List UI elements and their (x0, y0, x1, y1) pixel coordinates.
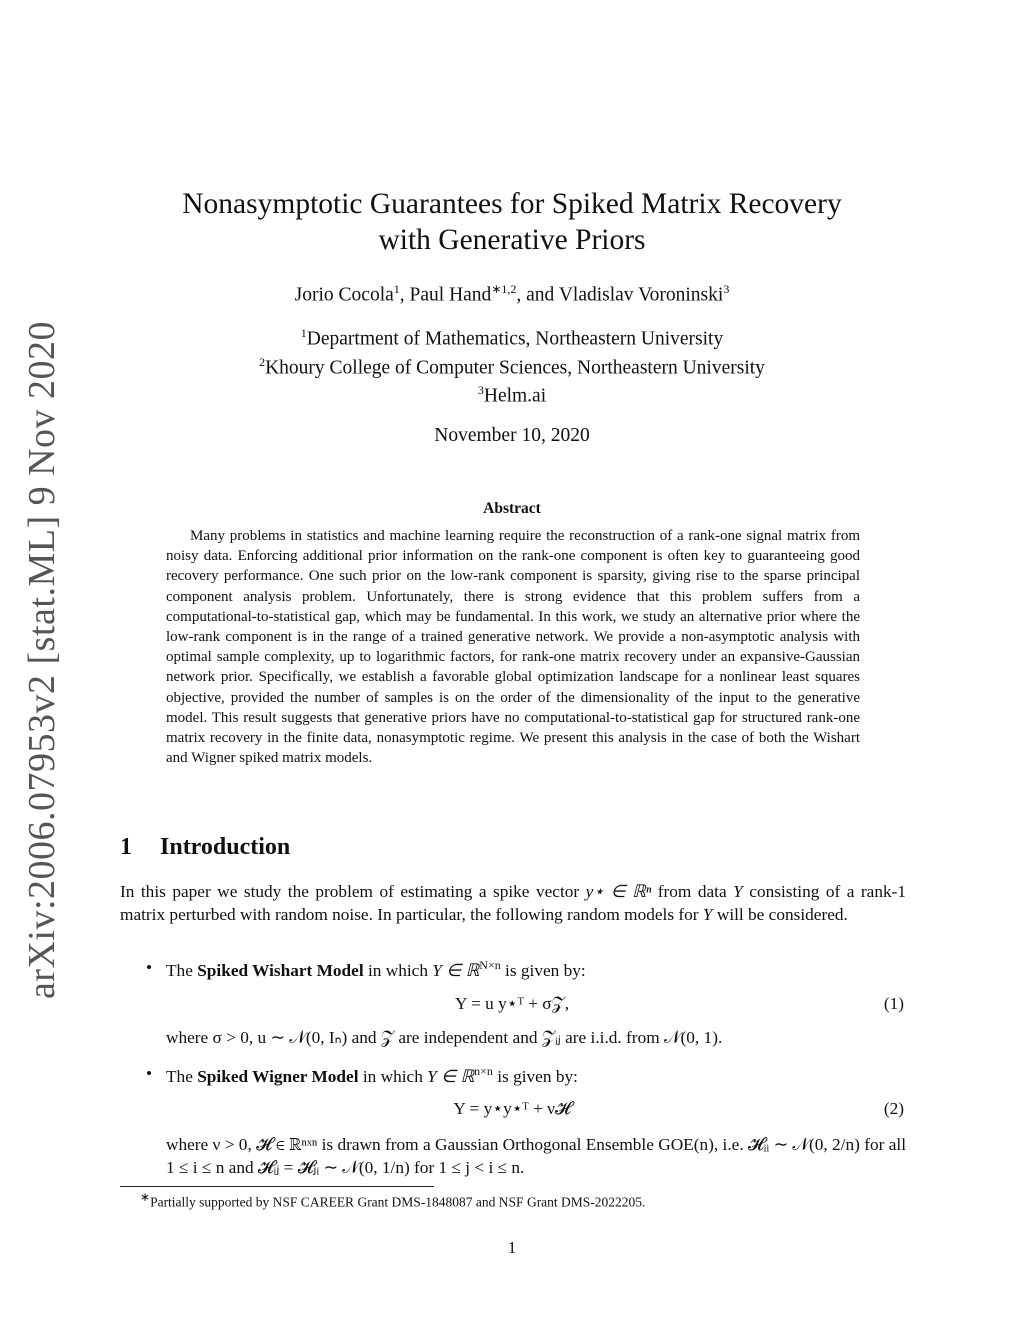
section-heading (120, 834, 290, 861)
bullet-icon: • (146, 1064, 153, 1083)
author-sup: 3 (723, 282, 730, 296)
author-sup: 1 (393, 282, 400, 296)
abstract-body: Many problems in statistics and machine learning require the reconstruction of a rank-one signal matrix from noisy data. Enforcing additional prior information on the rank-one component is often key to guaranteeing good recovery performance. One such prior on the low-rank component is sparsity, giving rise to the sparse principal component analysis problem. Unfortunately, there is strong evidence that this problem suffers from a computational-to-statistical gap, which may be fundamental. In this work, we study an alternative prior where the low-rank component is in the range of a trained generative network. We provide a non-asymptotic analysis with optimal sample complexity, up to logarithmic factors, for rank-one matrix recovery under an expansive-Gaussian network prior. Specifically, we establish a favorable global optimization landscape for a nonlinear least squares objective, provided the number of samples is on the order of the dimensionality of the input to the generative model. This result suggests that generative priors have no computational-to-statistical gap for structured rank-one matrix recovery in the finite data, nonasymptotic regime. We present this analysis in the case of both the Wishart and Wigner spiked matrix models. (166, 528, 860, 767)
equation-2: Y = y⋆y⋆ᵀ + ν𝓗 (453, 1099, 571, 1118)
author-sup: ∗1,2 (491, 282, 517, 296)
footnote: ∗Partially supported by NSF CAREER Grant DMS-1848087 and NSF Grant DMS-2022205. (140, 1190, 646, 1210)
affiliation: $^1$Department of Mathematics, Northeastern University (300, 326, 724, 350)
model-name: Spiked Wishart Model (197, 960, 364, 980)
inline-math: y⋆ ∈ ℝⁿ (585, 882, 652, 901)
affiliations (0, 322, 1024, 408)
paper-date: November 10, 2020 (434, 425, 590, 446)
section-title: Introduction (160, 834, 291, 860)
section-number: 1 (120, 834, 132, 860)
inline-math: Y (702, 905, 713, 924)
bullet-wigner: The Spiked Wigner Model in which Y ∈ ℝ$^{n\times n}$ is given by: (166, 1064, 578, 1086)
author-name: Paul Hand (409, 284, 492, 306)
title-line-2: with Generative Priors (378, 224, 646, 256)
author-name: Vladislav Voroninski (558, 284, 724, 306)
equation-number-1: (1) (883, 994, 904, 1013)
page-number: 1 (507, 1238, 517, 1257)
equation-number-2: (2) (883, 1099, 904, 1118)
affiliation: $^3$Helm.ai (477, 383, 547, 407)
author-separator: , (399, 284, 410, 306)
intro-paragraph: In this paper we study the problem of estimating a spike vector y⋆ ∈ ℝⁿ from data Y consisting of a rank-1 matrix perturbed with random noise. In particular, the following random models for Y will be considered. (120, 882, 906, 924)
wishart-where: where σ > 0, u ∼ 𝒩(0, Iₙ) and 𝒵 are independent and 𝒵ᵢⱼ are i.i.d. from 𝒩(0, 1). (166, 1028, 723, 1047)
title-line-1: Nonasymptotic Guarantees for Spiked Matrix Recovery (182, 188, 842, 220)
author-name: Jorio Cocola (294, 284, 394, 306)
affiliation: $^2$Khoury College of Computer Sciences, Northeastern University (259, 354, 765, 378)
inline-math: Y ∈ ℝ (432, 960, 480, 980)
abstract-heading: Abstract (483, 500, 541, 517)
paper-title (0, 186, 1024, 258)
bullet-icon: • (146, 958, 153, 977)
wigner-where: where ν > 0, 𝓗 ∈ ℝⁿˣⁿ is drawn from a Gaussian Orthogonal Ensemble GOE(n), i.e. 𝓗ᵢᵢ ∼ 𝒩(0, 2/n) for all 1 ≤ i ≤ n and 𝓗ᵢⱼ = 𝓗ⱼᵢ ∼ 𝒩(0, 1/n) for 1 ≤ j < i ≤ n. (166, 1135, 906, 1177)
equation-1: Y = u y⋆ᵀ + σ𝒵, (454, 994, 570, 1013)
footnote-rule (120, 1186, 434, 1187)
bullet-wishart: The Spiked Wishart Model in which Y ∈ ℝ$^{N\times n}$ is given by: (166, 958, 586, 980)
arxiv-sidebar-stamp: arXiv:2006.07953v2 [stat.ML] 9 Nov 2020 (21, 320, 63, 1000)
author-separator: , and (516, 284, 559, 306)
inline-math: Y (733, 882, 743, 901)
author-list (0, 282, 1024, 307)
model-name: Spiked Wigner Model (197, 1066, 359, 1086)
inline-math: Y ∈ ℝ (427, 1066, 475, 1086)
